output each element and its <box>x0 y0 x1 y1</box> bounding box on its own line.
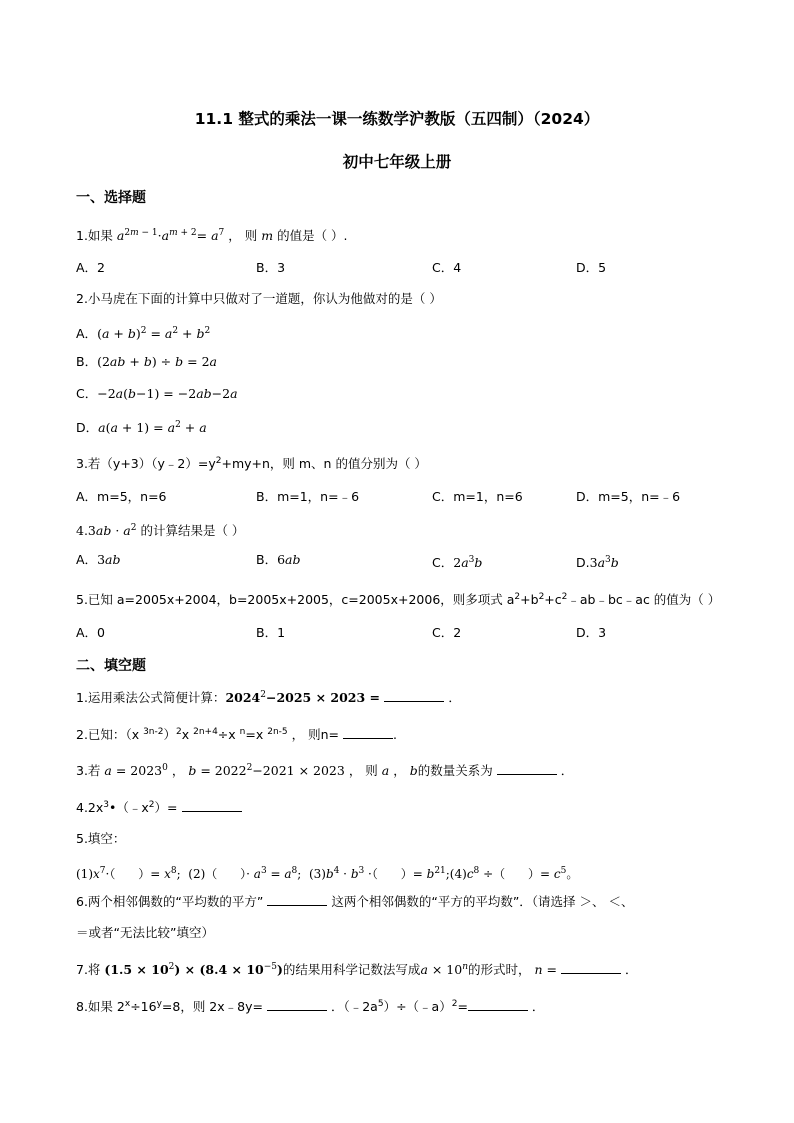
fill-question-7: 7.将 $(1.5 \times 10^2) \times (8.4 \times 10^{-5})$的结果用科学记数法写成$a \times 10^n$的形式时， n = ． <box>76 962 638 978</box>
answer-blank[interactable] <box>267 998 327 1011</box>
answer-blank[interactable] <box>384 689 444 702</box>
fill-question-6: 6.两个相邻偶数的“平均数的平方” 这两个相邻偶数的“平方的平均数”．（请选择 ＞、 ＜、 <box>76 894 634 909</box>
question-5: 5.已知 a=2005x+2004，b=2005x+2005，c=2005x+2006，则多项式 $a^2+b^2+c^2﹣ab﹣bc﹣ac$ 的值为（ ） <box>76 592 721 608</box>
q1-option-b: B．3 <box>256 260 286 275</box>
q5-option-a: A．0 <box>76 625 106 640</box>
document-subtitle: 初中七年级上册 <box>342 153 452 171</box>
q4-option-a: A．3ab <box>76 552 121 567</box>
section-heading-choice: 一、选择题 <box>76 190 146 206</box>
question-3: 3.若$(y+3)(y﹣2)=y^2+my+n$，则 m、n 的值分别为（ ） <box>76 456 427 472</box>
answer-blank[interactable] <box>267 893 327 906</box>
question-1: 1.如果 $a^{2m - 1}\cdot a^{m + 2}= a^7$ ， 则 m 的值是（ ）. <box>76 228 348 244</box>
q2-option-d: D．$a(a + 1) = a^2 + a$ <box>76 420 207 436</box>
fill-question-2: 2.已知：（x $^{3n-2}$）$^2$x $^{2n+4}$÷x $^n$=x $^{2n-5}$ ， 则n= . <box>76 727 397 743</box>
q4-option-c: C．$2a^3b$ <box>432 555 483 571</box>
question-4: $4.3ab \cdot a^2$ 的计算结果是（ ） <box>76 523 245 539</box>
fill-question-8: 8.如果 $2^x\div 16^y=8$，则 2x﹣8y= ．$(﹣2a^5)\div(﹣a)^2=$ ． <box>76 999 545 1015</box>
q1-tail2: 的值是（ ）. <box>277 228 348 244</box>
q3-option-d: D．m=5，n=﹣6 <box>576 489 681 504</box>
q5-option-d: D．3 <box>576 625 607 640</box>
q3-option-b: B．m=1，n=﹣6 <box>256 489 360 504</box>
fill-question-5: 5.填空： <box>76 831 126 846</box>
q4-option-d: $D.3a^3b$ <box>576 555 619 571</box>
fill-question-1: 1.运用乘法公式简便计算：$2024^2-2025 \times 2023$ = ． <box>76 690 461 706</box>
q1-label: 1.如果 <box>76 228 113 244</box>
q5-option-c: C．2 <box>432 625 462 640</box>
answer-blank[interactable] <box>497 762 557 775</box>
q1-option-a: A．2 <box>76 260 106 275</box>
q3-option-c: C．m=1，n=6 <box>432 489 523 504</box>
answer-blank[interactable] <box>343 726 393 739</box>
q5-option-b: B．1 <box>256 625 286 640</box>
fill-question-5-parts: $(1)x^7\cdot$（ ）= $x^8$; (2)（ ）· $a^3 = a^8$; $(3)b^4 \cdot b^3$ ·（ ）= $b^{21};(4)c^8$ ÷（ ）= $c^5$。 <box>76 866 579 881</box>
fill-question-6-cont: ＝或者“无法比较”填空） <box>76 925 214 940</box>
q2-option-b: B．(2ab + b) ÷ b = 2a <box>76 354 217 369</box>
answer-blank[interactable] <box>182 799 242 812</box>
answer-blank[interactable] <box>561 961 621 974</box>
q3-option-a: A．m=5，n=6 <box>76 489 167 504</box>
question-2: 2.小马虎在下面的计算中只做对了一道题，你认为他做对的是（ ） <box>76 291 442 306</box>
q1-option-c: C．4 <box>432 260 462 275</box>
q2-option-a: A．$(a + b)^2 = a^2 + b^2$ <box>76 326 211 342</box>
q1-tail: ， 则 <box>228 228 258 244</box>
section-heading-fill: 二、填空题 <box>76 658 146 674</box>
q2-option-c: C．−2a(b−1) = −2ab−2a <box>76 386 238 401</box>
fill-question-4: $4.2x^3•(﹣x^2)=$ <box>76 796 242 817</box>
answer-blank[interactable] <box>468 998 528 1011</box>
q1-option-d: D．5 <box>576 260 607 275</box>
fill-question-3: 3.若 $a = 2023^0$ ， $b = 2022^2-2021 \times 2023$ ， 则 a ， b的数量关系为 ． <box>76 763 574 779</box>
q4-option-b: B．6ab <box>256 552 301 567</box>
document-title: 11.1 整式的乘法一课一练数学沪教版（五四制）（2024） <box>194 110 600 128</box>
